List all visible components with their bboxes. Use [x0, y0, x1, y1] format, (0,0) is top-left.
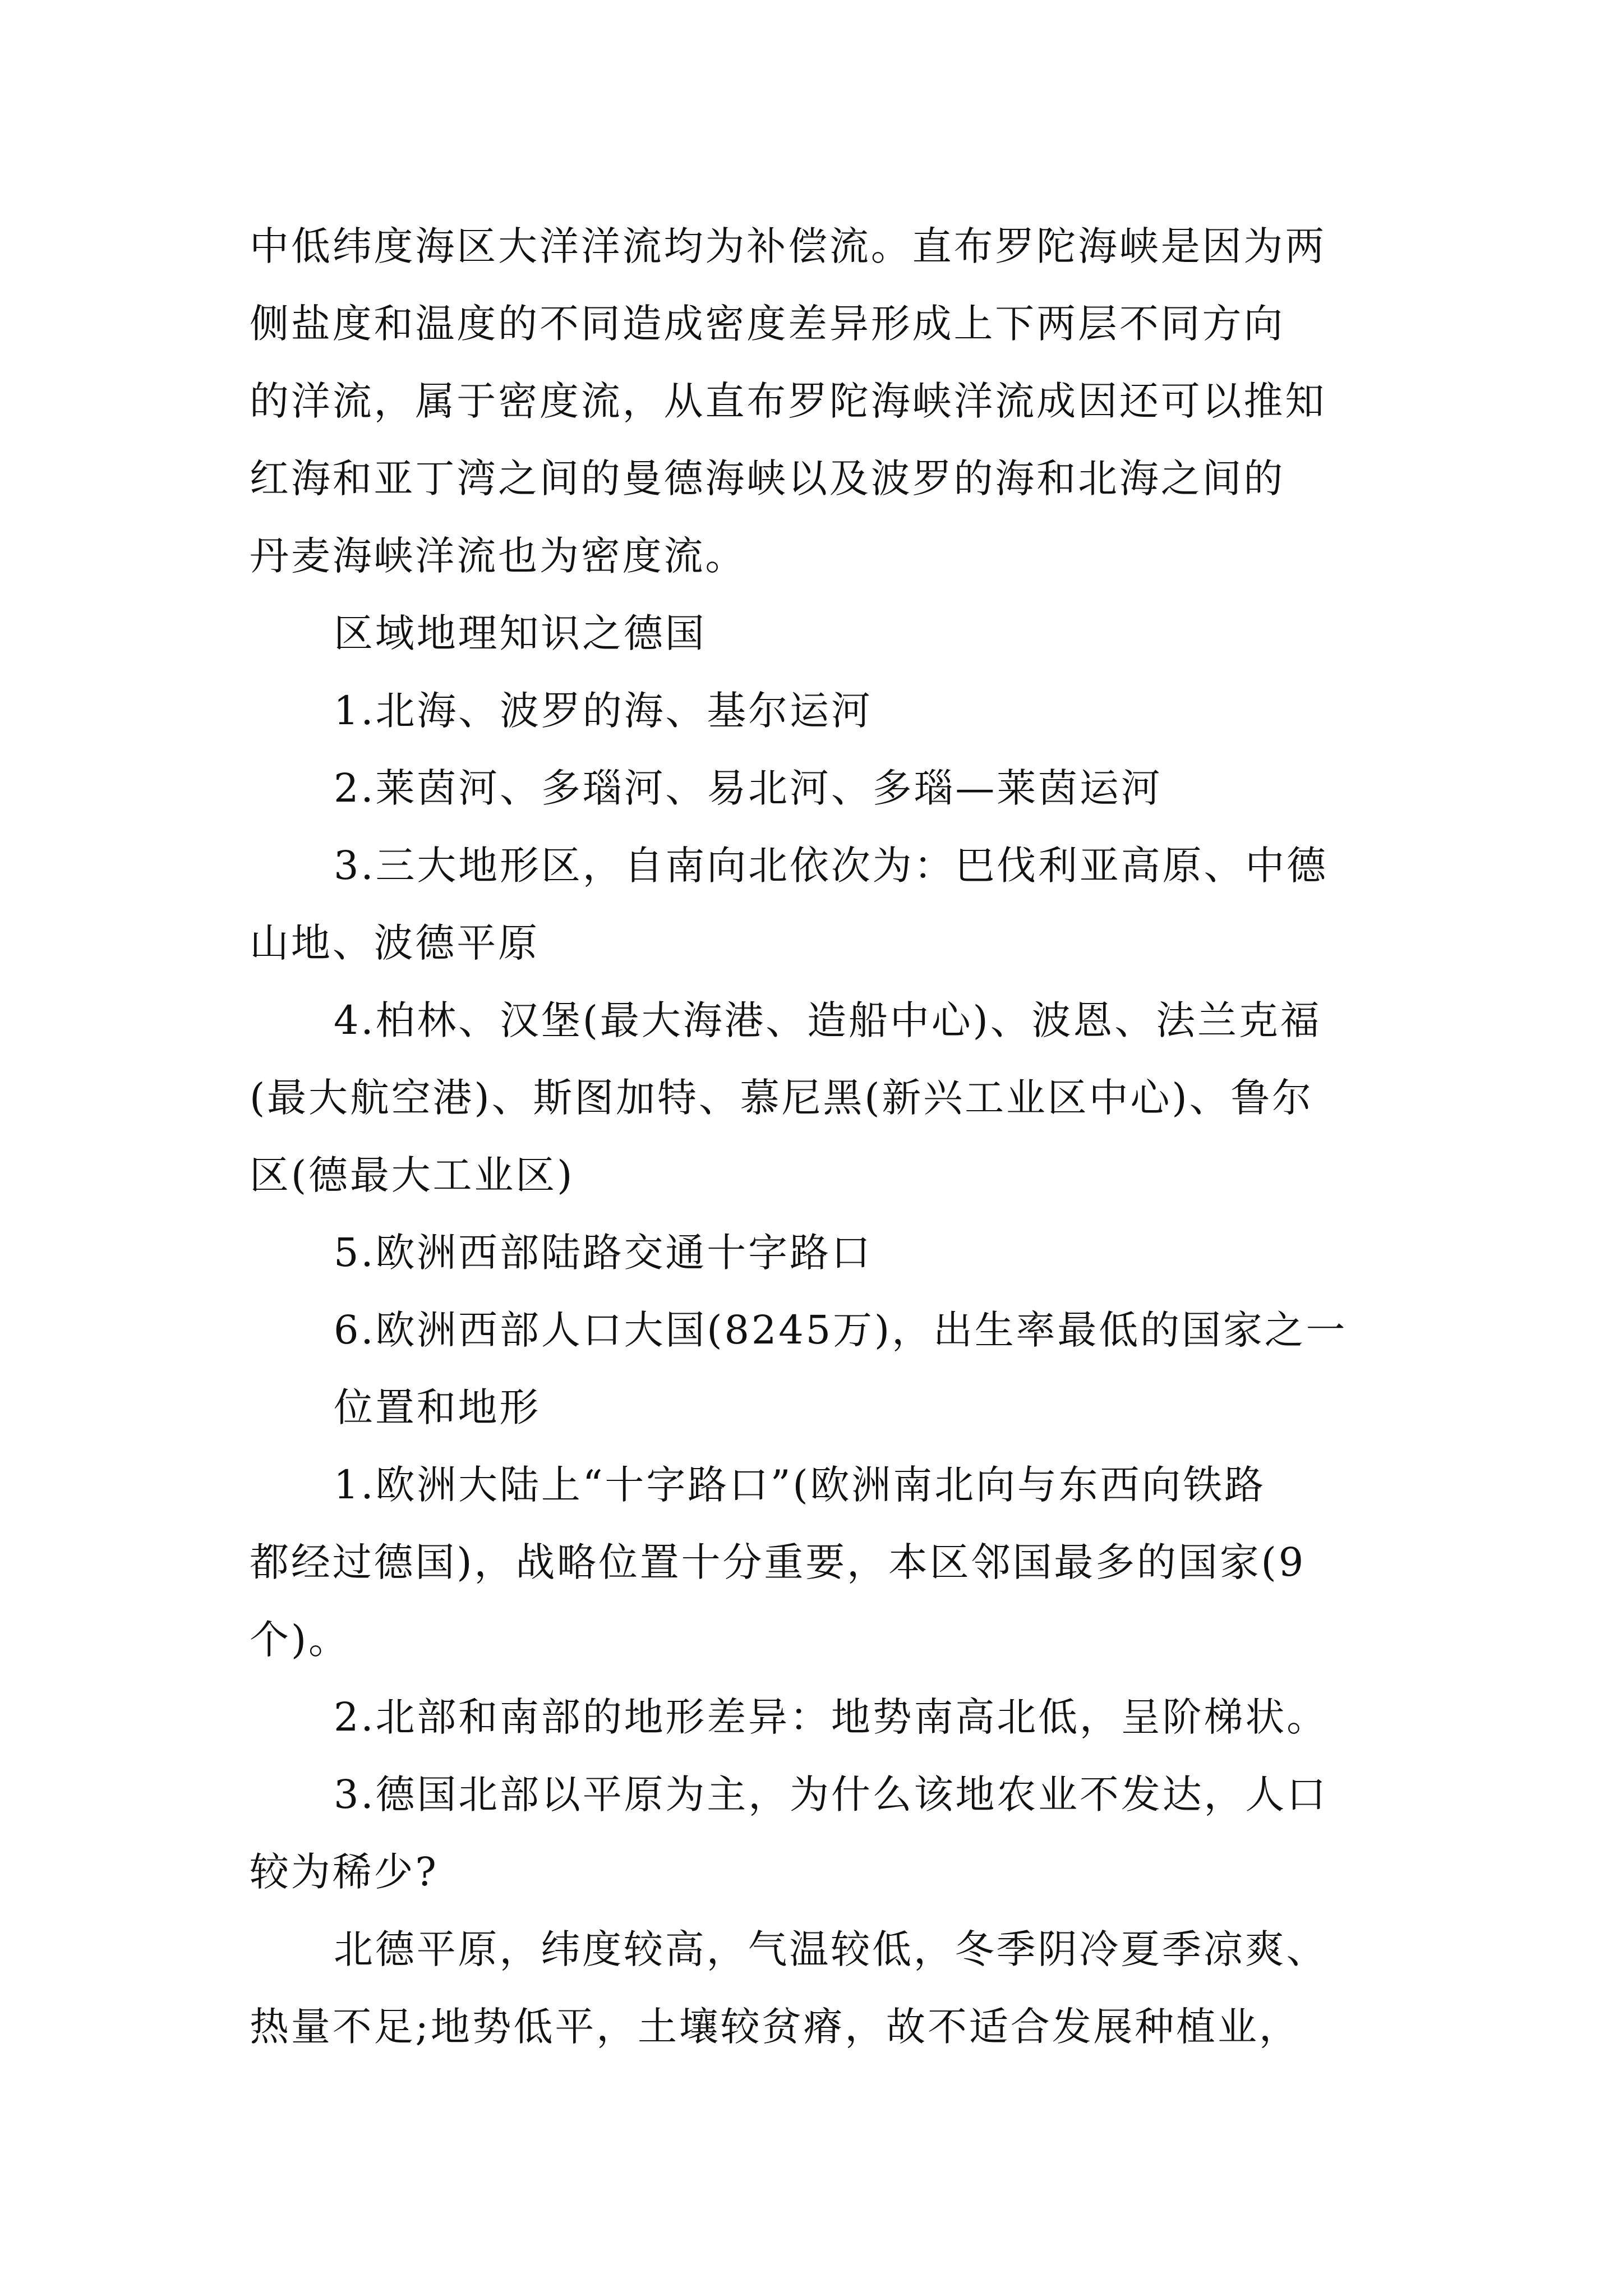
list-item-continuation: 山地、波德平原 — [250, 920, 540, 966]
list-item: 5.欧洲西部陆路交通十字路口 — [334, 1230, 873, 1276]
list-item: 1.欧洲大陆上“十字路口”(欧洲南北向与东西向铁路 — [334, 1462, 1266, 1508]
section-heading: 区域地理知识之德国 — [334, 610, 707, 656]
list-item: 4.柏林、汉堡(最大海港、造船中心)、波恩、法兰克福 — [334, 997, 1322, 1043]
paragraph-line: 中低纬度海区大洋洋流均为补偿流。直布罗陀海峡是因为两 — [250, 223, 1327, 269]
list-item: 3.德国北部以平原为主，为什么该地农业不发达，人口 — [334, 1772, 1329, 1818]
list-item: 3.三大地形区，自南向北依次为：巴伐利亚高原、中德 — [334, 843, 1329, 889]
paragraph-line: 红海和亚丁湾之间的曼德海峡以及波罗的海和北海之间的 — [250, 455, 1285, 501]
list-item: 1.北海、波罗的海、基尔运河 — [334, 688, 873, 734]
list-item: 6.欧洲西部人口大国(8245万)，出生率最低的国家之一 — [334, 1307, 1348, 1353]
list-item-continuation: 区(德最大工业区) — [250, 1152, 575, 1198]
list-item-continuation: 较为稀少? — [250, 1849, 439, 1895]
paragraph-line: 丹麦海峡洋流也为密度流。 — [250, 533, 747, 579]
paragraph-line: 侧盐度和温度的不同造成密度差异形成上下两层不同方向 — [250, 301, 1285, 347]
list-item-continuation: 个)。 — [250, 1617, 350, 1663]
document-body — [250, 208, 1388, 2065]
paragraph-line: 热量不足;地势低平，土壤较贫瘠，故不适合发展种植业， — [250, 2004, 1301, 2050]
section-heading: 位置和地形 — [334, 1384, 541, 1430]
paragraph-line: 北德平原，纬度较高，气温较低，冬季阴冷夏季凉爽、 — [334, 1926, 1328, 1972]
list-item-continuation: 都经过德国)，战略位置十分重要，本区邻国最多的国家(9 — [250, 1539, 1306, 1585]
list-item-continuation: (最大航空港)、斯图加特、慕尼黑(新兴工业区中心)、鲁尔 — [250, 1075, 1314, 1121]
list-item: 2.莱茵河、多瑙河、易北河、多瑙—莱茵运河 — [334, 765, 1163, 811]
paragraph-line: 的洋流，属于密度流，从直布罗陀海峡洋流成因还可以推知 — [250, 378, 1327, 424]
list-item: 2.北部和南部的地形差异：地势南高北低，呈阶梯状。 — [334, 1694, 1329, 1740]
